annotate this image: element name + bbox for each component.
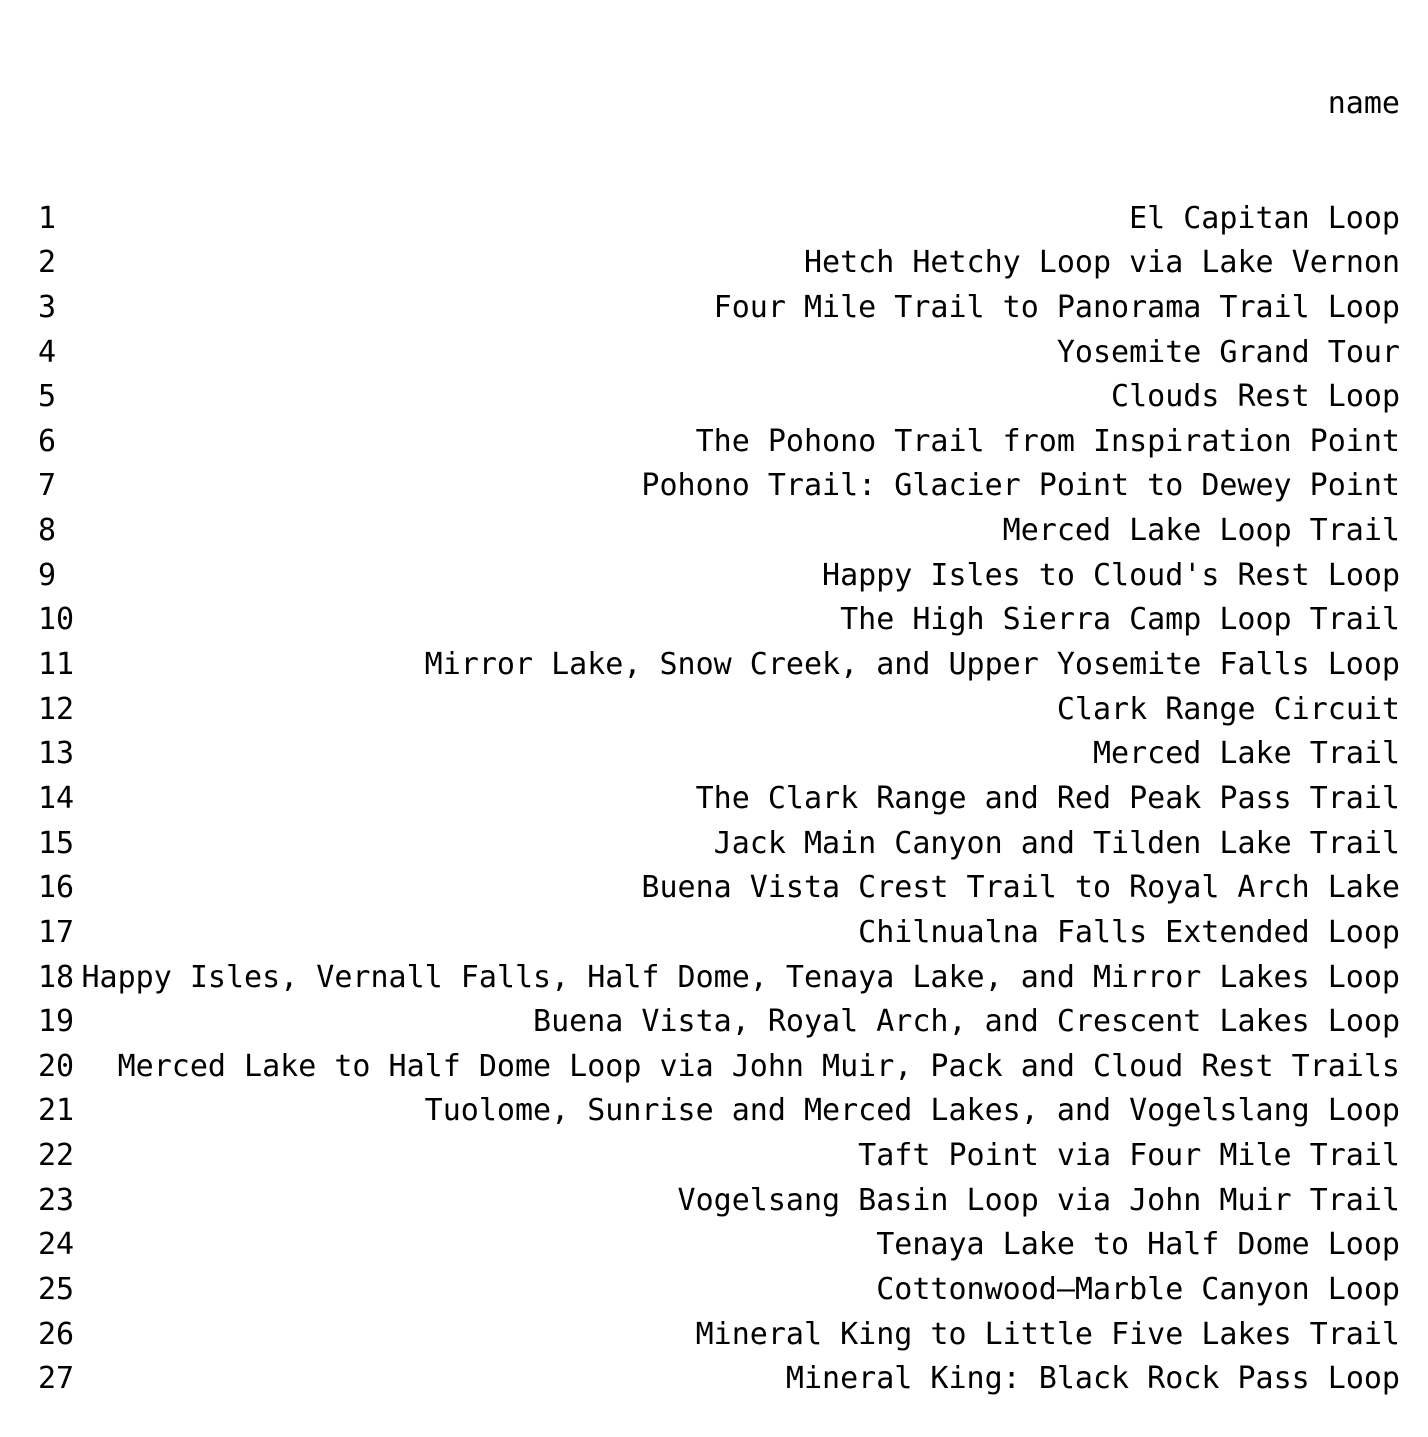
row-name-value: Jack Main Canyon and Tilden Lake Trail xyxy=(713,825,1400,861)
row-index: 26 xyxy=(38,1316,75,1352)
row-index: 17 xyxy=(38,914,75,950)
table-row xyxy=(38,1223,1400,1268)
table-row xyxy=(38,1089,1400,1134)
row-index: 16 xyxy=(38,870,75,906)
table-row xyxy=(38,643,1400,688)
table-row xyxy=(38,822,1400,867)
column-header-name: name xyxy=(1327,86,1400,121)
row-name-value: Chilnualna Falls Extended Loop xyxy=(858,914,1400,950)
row-name-value: Yosemite Grand Tour xyxy=(1056,334,1400,370)
row-name-value: Cottonwood–Marble Canyon Loop xyxy=(876,1272,1400,1308)
row-index: 5 xyxy=(38,379,57,415)
row-name-value: Four Mile Trail to Panorama Trail Loop xyxy=(713,289,1400,325)
row-name-value: Clark Range Circuit xyxy=(1056,691,1400,727)
row-index: 6 xyxy=(38,423,57,459)
row-index: 23 xyxy=(38,1182,75,1218)
row-name-value: Buena Vista Crest Trail to Royal Arch Lake xyxy=(641,870,1400,906)
row-index: 24 xyxy=(38,1227,75,1263)
row-name-value: Clouds Rest Loop xyxy=(1111,379,1400,415)
table-row xyxy=(38,464,1400,509)
row-name-value: Taft Point via Four Mile Trail xyxy=(858,1138,1400,1174)
console-output xyxy=(38,12,1400,1437)
table-row xyxy=(38,866,1400,911)
row-name-value: Hetch Hetchy Loop via Lake Vernon xyxy=(803,245,1400,281)
row-name-value: Merced Lake Trail xyxy=(1092,736,1400,772)
table-row xyxy=(38,1268,1400,1313)
row-index: 25 xyxy=(38,1272,75,1308)
table-row xyxy=(38,375,1400,420)
row-index: 22 xyxy=(38,1138,75,1174)
row-name-value: Mineral King: Black Rock Pass Loop xyxy=(785,1361,1400,1397)
table-row xyxy=(38,1134,1400,1179)
row-index: 2 xyxy=(38,245,57,281)
row-name-value: Happy Isles to Cloud's Rest Loop xyxy=(822,557,1400,593)
table-row xyxy=(38,1045,1400,1090)
table-row xyxy=(38,777,1400,822)
table-row xyxy=(38,286,1400,331)
row-index: 8 xyxy=(38,513,57,549)
table-row xyxy=(38,598,1400,643)
row-name-value: Happy Isles, Vernall Falls, Half Dome, Tenaya Lake, and Mirror Lakes Loop xyxy=(81,959,1400,995)
row-name-value: Mirror Lake, Snow Creek, and Upper Yosemite Falls Loop xyxy=(424,647,1400,683)
row-index: 4 xyxy=(38,334,57,370)
row-name-value: Vogelsang Basin Loop via John Muir Trail xyxy=(677,1182,1400,1218)
row-index: 3 xyxy=(38,289,57,325)
table-row xyxy=(38,1357,1400,1402)
row-index: 15 xyxy=(38,825,75,861)
row-index: 19 xyxy=(38,1004,75,1040)
row-index: 14 xyxy=(38,780,75,816)
column-header-row xyxy=(38,82,1400,127)
row-name-value: Pohono Trail: Glacier Point to Dewey Point xyxy=(641,468,1400,504)
row-name-value: The High Sierra Camp Loop Trail xyxy=(840,602,1400,638)
table-row xyxy=(38,420,1400,465)
row-index: 27 xyxy=(38,1361,75,1397)
table-row xyxy=(38,197,1400,242)
table-row xyxy=(38,911,1400,956)
row-index: 20 xyxy=(38,1048,75,1084)
table-row xyxy=(38,241,1400,286)
table-row xyxy=(38,509,1400,554)
row-index: 21 xyxy=(38,1093,75,1129)
table-row xyxy=(38,688,1400,733)
row-index: 13 xyxy=(38,736,75,772)
row-index: 18 xyxy=(38,959,75,995)
row-name-value: Merced Lake Loop Trail xyxy=(1002,513,1400,549)
row-name-value: El Capitan Loop xyxy=(1129,200,1400,236)
table-row xyxy=(38,1179,1400,1224)
row-index: 9 xyxy=(38,557,57,593)
row-name-value: The Pohono Trail from Inspiration Point xyxy=(695,423,1400,459)
row-index: 12 xyxy=(38,691,75,727)
row-name-value: Tuolome, Sunrise and Merced Lakes, and Vogelslang Loop xyxy=(424,1093,1400,1129)
row-name-value: Mineral King to Little Five Lakes Trail xyxy=(695,1316,1400,1352)
table-row xyxy=(38,732,1400,777)
data-frame-rows xyxy=(38,197,1400,1402)
table-row xyxy=(38,1000,1400,1045)
row-name-value: Tenaya Lake to Half Dome Loop xyxy=(876,1227,1400,1263)
table-row xyxy=(38,554,1400,599)
row-index: 11 xyxy=(38,647,75,683)
row-name-value: Merced Lake to Half Dome Loop via John Muir, Pack and Cloud Rest Trails xyxy=(117,1048,1400,1084)
row-name-value: The Clark Range and Red Peak Pass Trail xyxy=(695,780,1400,816)
row-name-value: Buena Vista, Royal Arch, and Crescent Lakes Loop xyxy=(533,1004,1400,1040)
row-index: 10 xyxy=(38,602,75,638)
table-row xyxy=(38,1313,1400,1358)
row-index: 7 xyxy=(38,468,57,504)
row-index: 1 xyxy=(38,200,57,236)
table-row xyxy=(38,956,1400,1001)
table-row xyxy=(38,331,1400,376)
